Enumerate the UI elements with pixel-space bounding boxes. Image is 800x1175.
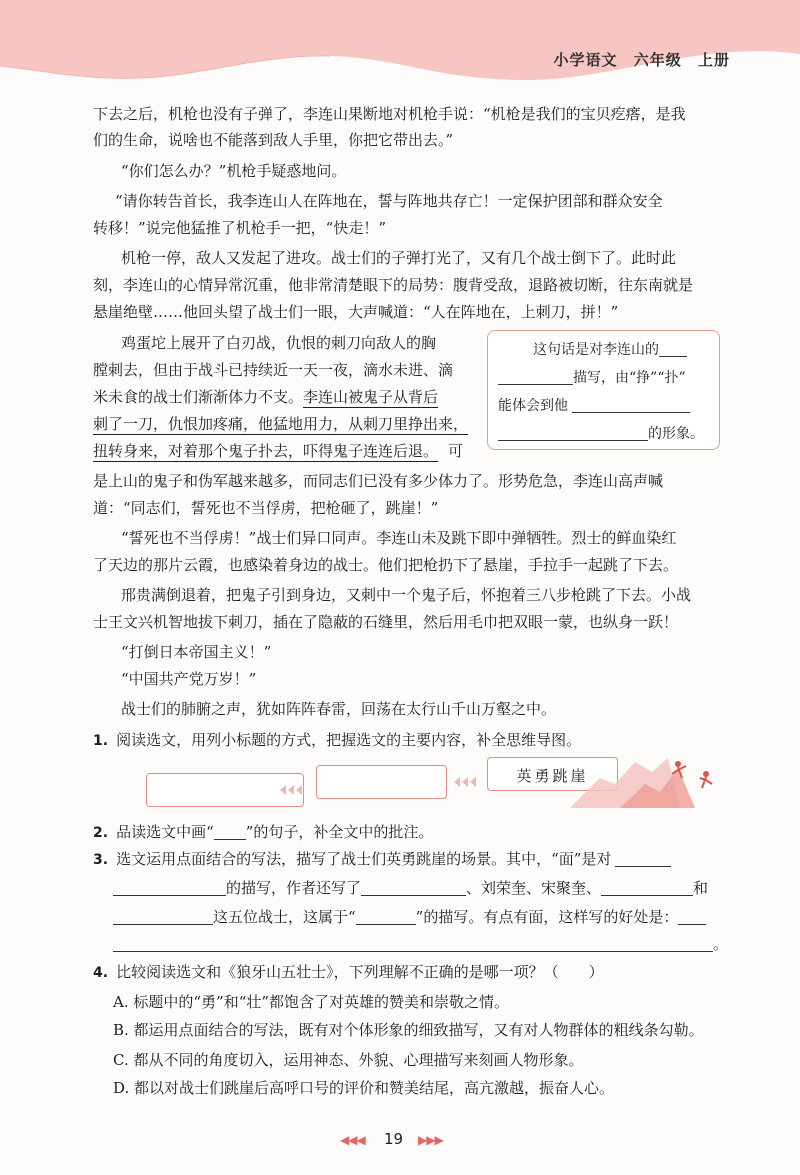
passage-line: “你们怎么办？”机枪手疑惑地问。 xyxy=(121,162,347,180)
next-page-arrows: ▶▶▶ xyxy=(418,1133,443,1147)
answer-blank[interactable] xyxy=(615,850,671,867)
option-d[interactable]: D. 都以对战士们跳崖后高呼口号的评价和赞美结尾，高亢激越，振奋人心。 xyxy=(113,1079,615,1097)
option-b[interactable]: B. 都运用点面结合的写法，既有对个体形象的细致描写，又有对人物群体的粗线条勾勒。 xyxy=(113,1021,704,1039)
underlined-sentence: 扭转身来，对着那个鬼子扑去，吓得鬼子连连后退。 xyxy=(93,442,439,460)
passage-line: 下去之后，机枪也没有子弹了，李连山果断地对机枪手说：“机枪是我们的宝贝疙瘩，是我 xyxy=(93,105,686,123)
passage-line: 刻，李连山的心情异常沉重，他非常清楚眼下的局势：腹背受敌，退路被切断，往东南就是 xyxy=(93,276,694,294)
passage-line: 道：“同志们，誓死也不当俘虏，把枪砸了，跳崖！” xyxy=(93,499,439,517)
annotation-box xyxy=(487,330,720,450)
question-3-line: 的描写，作者还写了 、刘荣奎、宋聚奎、 和 xyxy=(113,873,708,904)
book-title: 小学语文 六年级 上册 xyxy=(553,51,730,69)
question-3-line: 这五位战士，这属于“ ”的描写。有点有面，这样写的好处是： xyxy=(113,902,706,933)
passage-line: 机枪一停，敌人又发起了进攻。战士们的子弹打光了，又有几个战士倒下了。此时此 xyxy=(121,249,677,267)
annotation-line: 能体会到他 xyxy=(498,391,690,421)
annotation-line: 描写，由“挣”“扑” xyxy=(498,363,686,393)
annotation-line: 的形象。 xyxy=(498,419,704,449)
mindmap-label: 英勇跳崖 xyxy=(516,767,589,785)
option-a[interactable]: A. 标题中的“勇”和“壮”都饱含了对英雄的赞美和崇敬之情。 xyxy=(113,993,510,1011)
question-1: 1. 阅读选文，用列小标题的方式，把握选文的主要内容，补全思维导图。 xyxy=(93,731,582,749)
passage-line: 们的生命，说啥也不能落到敌人手里，你把它带出去。” xyxy=(93,131,454,149)
page-header xyxy=(0,0,800,92)
passage-line: 是上山的鬼子和伪军越来越多，而同志们已没有多少体力了。形势危急，李连山高声喊 xyxy=(93,472,664,490)
answer-blank[interactable] xyxy=(498,424,648,441)
mindmap-box-2[interactable] xyxy=(316,765,447,799)
passage-line: 邢贵满倒退着，把鬼子引到身边，又刺中一个鬼子后，怀抱着三八步枪跳了下去。小战 xyxy=(121,586,692,604)
passage-line: 战士们的肺腑之声，犹如阵阵春雷，回荡在太行山千山万壑之中。 xyxy=(121,700,557,718)
question-3: 3. 选文运用点面结合的写法，描写了战士们英勇跳崖的场景。其中，“面”是对 xyxy=(93,844,671,876)
answer-blank[interactable] xyxy=(601,879,693,896)
answer-blank[interactable] xyxy=(659,340,687,357)
question-4: 4. 比较阅读选文和《狼牙山五壮士》，下列理解不正确的是哪一项？（ ） xyxy=(93,963,604,981)
underlined-sentence: 李连山被鬼子从背后 xyxy=(303,388,439,406)
mindmap-arrow xyxy=(278,783,308,797)
passage-line: “请你转告首长，我李连山人在阵地在，誓与阵地共存亡！一定保护团部和群众安全 xyxy=(115,192,663,210)
annotation-line: 这句话是对李连山的 xyxy=(533,335,687,365)
passage-line: “誓死也不当俘虏！”战士们异口同声。李连山未及跳下即中弹牺牲。烈士的鲜血染红 xyxy=(121,529,677,547)
answer-blank[interactable] xyxy=(678,908,706,925)
underline-mark xyxy=(214,823,246,840)
passage-line: “打倒日本帝国主义！” xyxy=(121,643,272,661)
passage-line: 膛刺去，但由于战斗已持续近一天一夜，滴水未进、滴 xyxy=(93,361,454,379)
answer-blank[interactable] xyxy=(113,879,226,896)
passage-line: 士王文兴机智地拔下刺刀，插在了隐蔽的石缝里，然后用毛巾把双眼一蒙，也纵身一跃！ xyxy=(93,613,679,631)
passage-line: 转移！”说完他猛推了机枪手一把，“快走！” xyxy=(93,219,387,237)
answer-blank[interactable] xyxy=(498,368,573,385)
question-2: 2. 品读选文中画“ ”的句子，补全文中的批注。 xyxy=(93,823,434,841)
option-c[interactable]: C. 都从不同的角度切入，运用神态、外貌、心理描写来刻画人物形象。 xyxy=(113,1051,584,1069)
prev-page-arrows: ◀◀◀ xyxy=(340,1133,365,1147)
underlined-sentence: 刺了一刀，仇恨加疼痛，他猛地用力，从刺刀里挣出来， xyxy=(93,415,469,433)
cliff-illustration xyxy=(560,748,720,808)
question-3-line: 。 xyxy=(113,929,728,960)
answer-blank[interactable] xyxy=(361,879,466,896)
passage-line: “中国共产党万岁！” xyxy=(121,670,257,688)
passage-line: 了天边的那片云霞，也感染着身边的战士。他们把枪扔下了悬崖，手拉手一起跳了下去。 xyxy=(93,556,679,574)
mindmap-arrow xyxy=(452,775,482,789)
answer-blank[interactable] xyxy=(356,908,416,925)
passage-line: 悬崖绝壁……他回头望了战士们一眼，大声喊道：“人在阵地在，上刺刀，拼！” xyxy=(93,303,619,321)
passage-line: 扭转身来，对着那个鬼子扑去，吓得鬼子连连后退。 可 xyxy=(93,442,464,460)
answer-blank[interactable] xyxy=(113,908,213,925)
passage-line: 米未食的战士们渐渐体力不支。李连山被鬼子从背后 xyxy=(93,388,439,406)
page-number: 19 xyxy=(384,1130,404,1148)
answer-blank[interactable] xyxy=(113,935,713,952)
header-wave-banner xyxy=(0,0,800,92)
passage-line: 鸡蛋坨上展开了白刃战，仇恨的刺刀向敌人的胸 xyxy=(121,334,437,352)
answer-blank[interactable] xyxy=(572,396,690,413)
